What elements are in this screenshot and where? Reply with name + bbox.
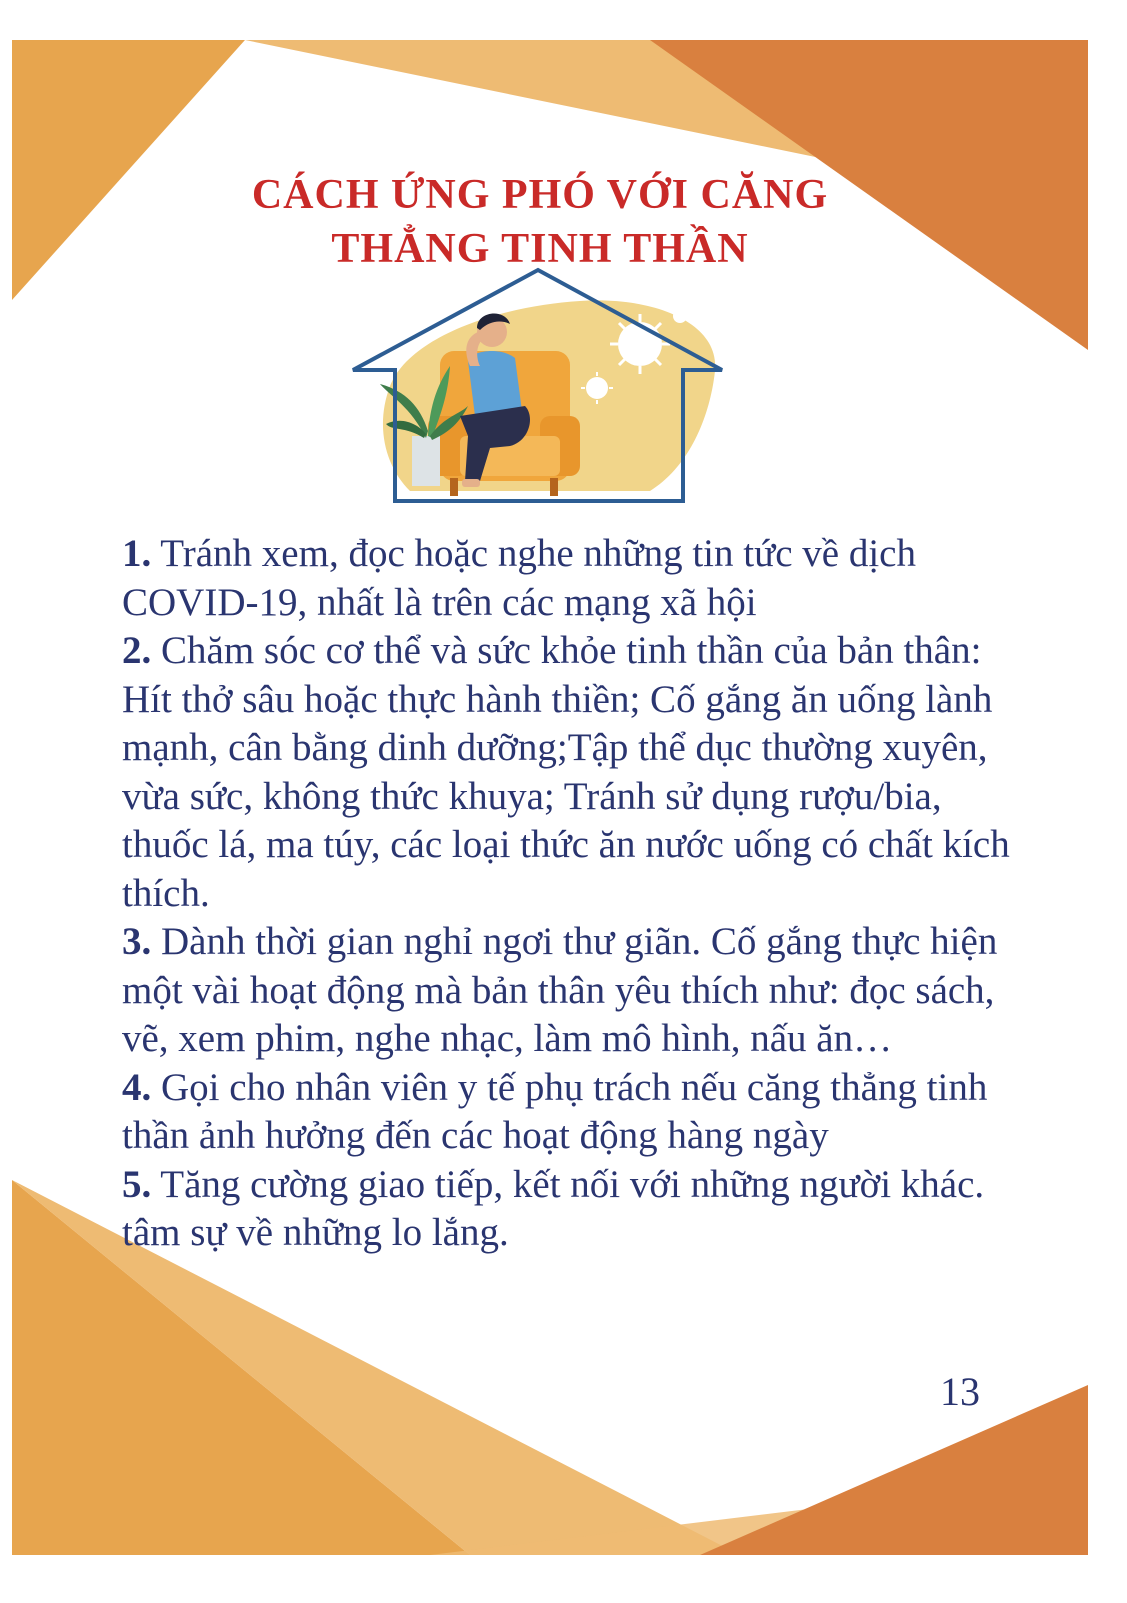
stressed-person-at-home-illustration [350,266,740,528]
tip-item-1 [122,530,1022,627]
page-title-line2: THẲNG TINH THẦN [331,226,749,272]
tip-number: 3. [122,920,152,963]
corner-bottom-right-dark [700,1385,1088,1555]
tip-item-2 [122,627,1022,918]
page-title-line1: CÁCH ỨNG PHÓ VỚI CĂNG [251,172,829,218]
tip-text: Tránh xem, đọc hoặc nghe những tin tức về dịch COVID-19, nhất là trên các mạng xã hội [122,532,916,624]
tip-number: 2. [122,629,152,672]
tip-text: Tăng cường giao tiếp, kết nối với những người khác. tâm sự về những lo lắng. [122,1162,985,1254]
tip-text: Gọi cho nhân viên y tế phụ trách nếu căng thẳng tinh thần ảnh hưởng đến các hoạt động hàng ngày [122,1065,988,1157]
tip-text: Dành thời gian nghỉ ngơi thư giãn. Cố gắng thực hiện một vài hoạt động mà bản thân yêu thích như: đọc sách, vẽ, xem phim, nghe nhạc, làm mô hình, nấu ăn… [122,920,998,1060]
tip-number: 1. [122,532,152,575]
tips-list [122,530,1022,1258]
tip-item-5 [122,1161,1022,1258]
tip-item-3 [122,918,1022,1064]
page-number: 13 [940,1369,980,1414]
tip-number: 4. [122,1065,152,1109]
tip-number: 5. [122,1162,152,1206]
tip-item-4 [122,1064,1022,1161]
page-title [0,168,1080,276]
tip-text: Chăm sóc cơ thể và sức khỏe tinh thần của bản thân: Hít thở sâu hoặc thực hành thiền; Cố gắng ăn uống lành mạnh, cân bằng dinh dưỡng;Tập thể dục thường xuyên, vừa sức, không thức khuya; Tránh sử dụng rượu/bia, thuốc lá, ma túy, các loại thức ăn nước uống có chất kích thích. [122,629,1010,915]
